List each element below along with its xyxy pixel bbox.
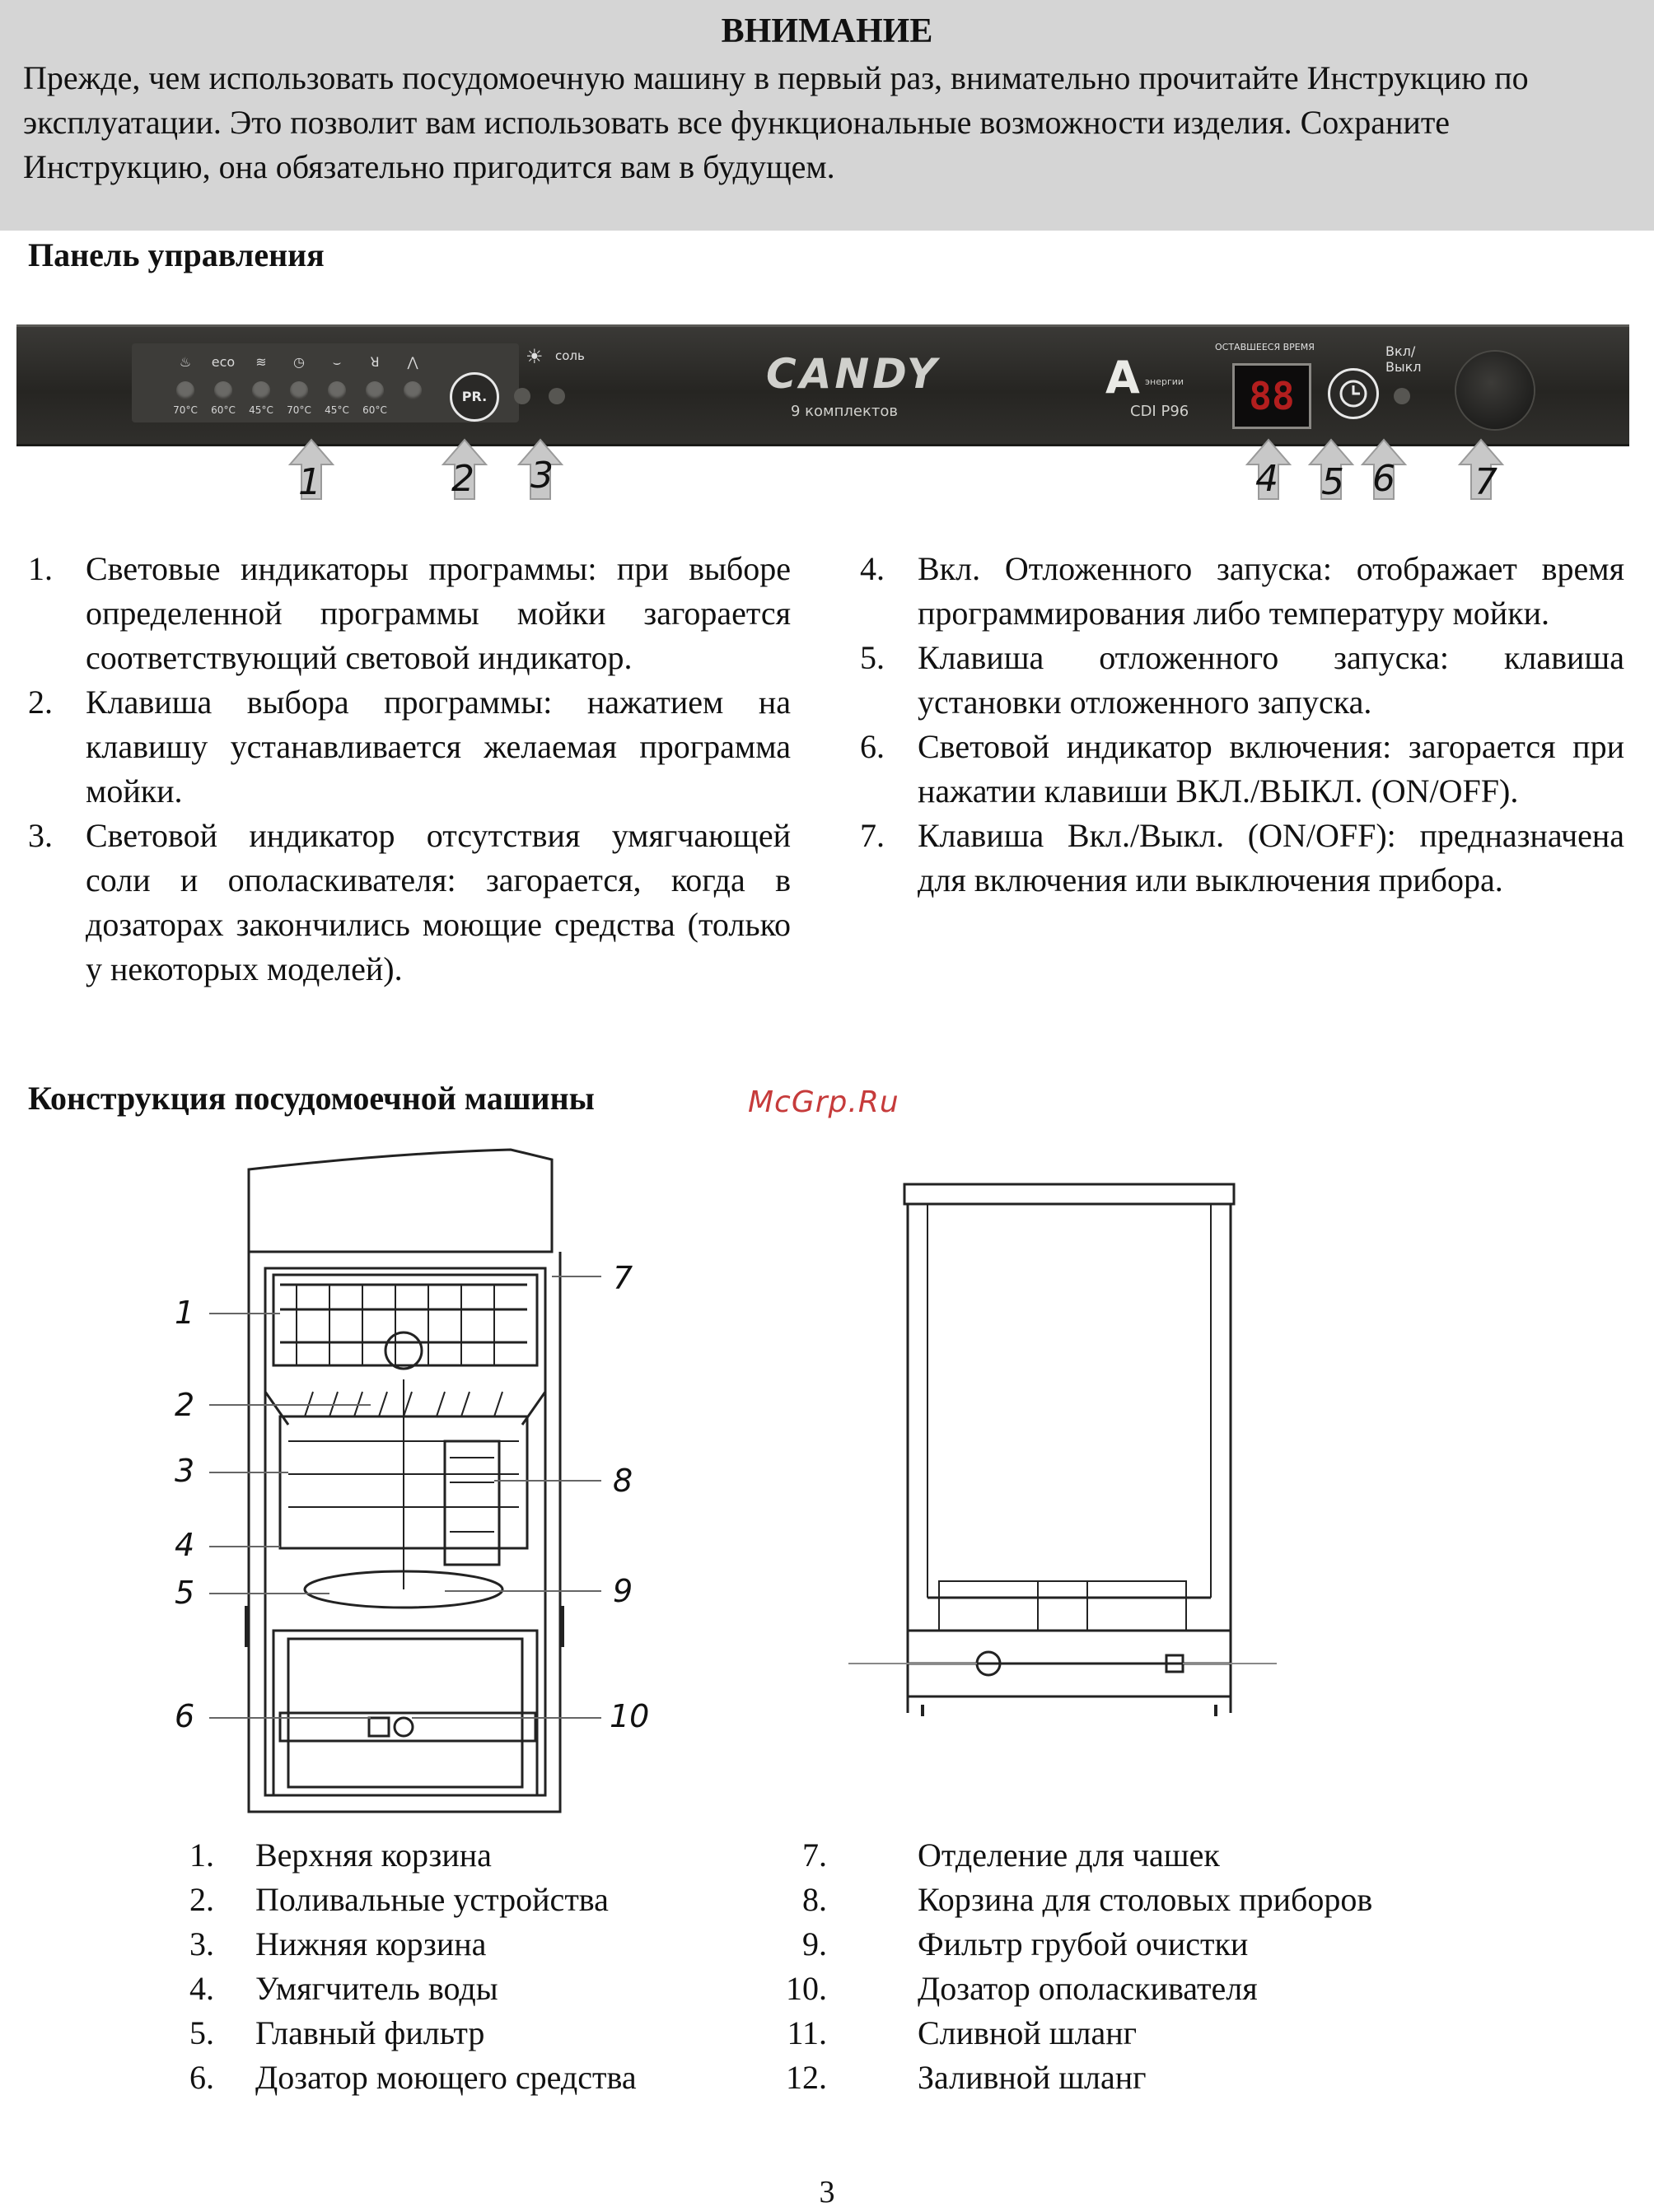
rinse-aid-cap — [395, 1718, 413, 1736]
descriptions-right — [860, 547, 1624, 903]
item-text: Световой индикатор включения: загорается при нажатии клавиши ВКЛ./ВЫКЛ. (ON/OFF). — [918, 728, 1624, 810]
rear-top-bar — [904, 1184, 1234, 1204]
rinse-aid-led — [549, 388, 565, 404]
part-number: 1. — [189, 1836, 214, 1874]
top-panel — [249, 1150, 552, 1252]
item-number: 3. — [28, 817, 53, 854]
rear-inner-rails — [927, 1204, 1211, 1598]
diagram-label-2: 2 — [175, 1387, 195, 1423]
part-name: Дозатор ополаскивателя — [918, 1970, 1258, 2007]
sets-label: 9 комплектов — [791, 403, 898, 420]
dish-icon: ≋ — [255, 354, 267, 370]
diagram-label-7: 7 — [613, 1260, 633, 1296]
upper-spray-hub — [385, 1332, 422, 1369]
callout-5: 5 — [1321, 461, 1344, 503]
program-led — [252, 381, 270, 399]
part-number: 8. — [802, 1881, 827, 1918]
cutlery-basket — [445, 1441, 499, 1565]
part-row — [157, 1967, 750, 2011]
part-number: 9. — [802, 1925, 827, 1962]
part-name: Верхняя корзина — [255, 1836, 492, 1874]
program-led — [290, 381, 308, 399]
parts-list-right — [786, 1833, 1532, 2100]
glass-icon: ⌣ — [332, 354, 342, 370]
onoff-label-line1: Вкл/ — [1385, 343, 1416, 359]
part-name: Нижняя корзина — [255, 1925, 487, 1962]
part-name: Умягчитель воды — [255, 1970, 498, 2007]
temp-label: 60°C — [211, 404, 236, 416]
part-row — [157, 1833, 750, 1878]
part-row — [157, 1922, 750, 1967]
part-number: 5. — [189, 2014, 214, 2051]
temp-label: 45°C — [249, 404, 273, 416]
sun-icon: ☀ — [526, 345, 544, 368]
item-text: Вкл. Отложенного запуска: отображает время программирования либо температуру мойки. — [918, 550, 1624, 632]
part-row — [786, 2056, 1532, 2100]
program-led — [176, 381, 194, 399]
diagram-label-9: 9 — [613, 1573, 633, 1609]
part-name: Поливальные устройства — [255, 1881, 609, 1918]
tub-outline — [265, 1268, 545, 1795]
part-name: Заливной шланг — [918, 2059, 1147, 2096]
clock-icon — [1330, 371, 1376, 417]
description-item — [860, 547, 1624, 636]
dishwasher-front-diagram — [165, 1145, 659, 1828]
rinse-icon: ꓤ — [370, 354, 380, 370]
rear-tanks — [939, 1581, 1186, 1631]
pot-icon: ♨ — [179, 354, 192, 370]
remaining-time-label: ОСТАВШЕЕСЯ ВРЕМЯ — [1215, 342, 1315, 352]
part-row — [157, 2011, 750, 2056]
item-number: 5. — [860, 639, 885, 676]
power-led — [1394, 388, 1410, 404]
item-number: 6. — [860, 728, 885, 765]
part-row — [791, 1878, 1532, 1922]
item-text: Клавиша выбора программы: нажатием на клавишу устанавливается желаемая программа мойки. — [86, 684, 791, 810]
description-item — [28, 680, 791, 814]
callout-6: 6 — [1372, 458, 1395, 500]
prewash-icon: ⋀ — [407, 354, 418, 370]
part-row — [157, 1878, 750, 1922]
diagram-label-10: 10 — [610, 1698, 650, 1734]
part-name: Отделение для чашек — [918, 1836, 1220, 1874]
detergent-dispenser — [369, 1718, 389, 1736]
program-led — [214, 381, 232, 399]
watermark: McGrp.Ru — [748, 1085, 899, 1119]
part-name: Корзина для столовых приборов — [918, 1881, 1373, 1918]
part-number: 11. — [787, 2014, 827, 2051]
item-text: Световой индикатор отсутствия умягчающей соли и ополаскивателя: загорается, когда в дозаторах закончились моющие средства (только у некоторых моделей). — [86, 817, 791, 987]
part-number: 12. — [786, 2059, 827, 2096]
diagram-label-8: 8 — [613, 1463, 633, 1499]
energy-class: A — [1105, 352, 1140, 404]
model-label: CDI P96 — [1130, 403, 1189, 420]
onoff-label-line2: Выкл — [1385, 359, 1422, 375]
callout-4: 4 — [1255, 458, 1278, 500]
warning-title: ВНИМАНИЕ — [721, 12, 933, 50]
description-item — [860, 814, 1624, 903]
warning-text: Прежде, чем использовать посудомоечную машину в первый раз, внимательно прочитайте Инструкцию по эксплуатации. Это позволит вам использовать все функциональные возможности изделия. Сохраните Инструкцию, она обязательно пригодится вам в будущем. — [23, 59, 1529, 185]
warning-box — [0, 0, 1654, 231]
energy-label: энергии — [1145, 376, 1184, 387]
item-number: 1. — [28, 550, 53, 587]
diagram-label-5: 5 — [175, 1575, 195, 1611]
item-text: Клавиша Вкл./Выкл. (ON/OFF): предназначена для включения или выключения прибора. — [918, 817, 1624, 898]
description-item — [28, 547, 791, 680]
diagram-label-1: 1 — [175, 1295, 195, 1331]
onoff-button[interactable] — [1456, 352, 1534, 429]
callout-2: 2 — [451, 458, 474, 500]
description-item — [28, 814, 791, 992]
callout-1: 1 — [298, 461, 321, 503]
diagram-label-4: 4 — [175, 1527, 195, 1563]
program-led — [404, 381, 422, 399]
part-number: 6. — [189, 2059, 214, 2096]
callout-arrows — [0, 428, 1654, 511]
temp-label: 70°C — [173, 404, 198, 416]
callout-3: 3 — [530, 455, 554, 497]
program-led — [328, 381, 346, 399]
onoff-label — [1385, 343, 1422, 375]
rear-feet — [923, 1705, 1216, 1716]
item-number: 4. — [860, 550, 885, 587]
part-row — [791, 1833, 1532, 1878]
door-hinges — [247, 1606, 562, 1647]
part-number: 2. — [189, 1881, 214, 1918]
rear-side-rails — [908, 1204, 1231, 1713]
program-button[interactable]: PR. — [450, 372, 499, 422]
salt-label: соль — [555, 348, 585, 363]
part-row — [786, 1967, 1532, 2011]
part-number: 7. — [802, 1836, 827, 1874]
upper-basket — [273, 1275, 537, 1365]
description-item — [860, 636, 1624, 725]
cutlery-basket-lines — [450, 1458, 494, 1532]
diagram-label-6: 6 — [175, 1698, 195, 1734]
item-text: Клавиша отложенного запуска: клавиша установки отложенного запуска. — [918, 639, 1624, 721]
brand-logo: CANDY — [766, 350, 941, 398]
part-name: Фильтр грубой очистки — [918, 1925, 1249, 1962]
construction-heading: Конструкция посудомоечной машины — [28, 1080, 595, 1117]
part-row — [791, 1922, 1532, 1967]
part-name: Главный фильтр — [255, 2014, 485, 2051]
temp-label: 60°C — [362, 404, 387, 416]
delay-display: 88 — [1232, 363, 1311, 429]
part-row — [157, 2056, 750, 2100]
item-number: 7. — [860, 817, 885, 854]
part-row — [787, 2011, 1532, 2056]
control-panel-heading: Панель управления — [28, 236, 325, 273]
part-number: 3. — [189, 1925, 214, 1962]
dishwasher-rear-diagram — [840, 1169, 1301, 1762]
item-text: Световые индикаторы программы: при выборе определенной программы мойки загорается соответствующий световой индикатор. — [86, 550, 791, 676]
part-number: 4. — [189, 1970, 214, 2007]
descriptions-left — [28, 547, 791, 992]
parts-list-left — [157, 1833, 750, 2100]
clock-dish-icon: ◷ — [293, 354, 305, 370]
part-number: 10. — [786, 1970, 827, 2007]
page-number: 3 — [819, 2175, 835, 2210]
delay-start-button[interactable] — [1328, 368, 1379, 419]
upper-basket-tines — [297, 1285, 494, 1365]
salt-led — [514, 388, 530, 404]
item-number: 2. — [28, 684, 53, 721]
diagram-label-3: 3 — [175, 1453, 195, 1489]
eco-icon: eco — [211, 354, 236, 370]
temp-label: 70°C — [287, 404, 311, 416]
part-name: Дозатор моющего средства — [255, 2059, 637, 2096]
temp-label: 45°C — [325, 404, 349, 416]
program-led — [366, 381, 384, 399]
part-name: Сливной шланг — [918, 2014, 1138, 2051]
callout-7: 7 — [1474, 461, 1497, 503]
description-item — [860, 725, 1624, 814]
